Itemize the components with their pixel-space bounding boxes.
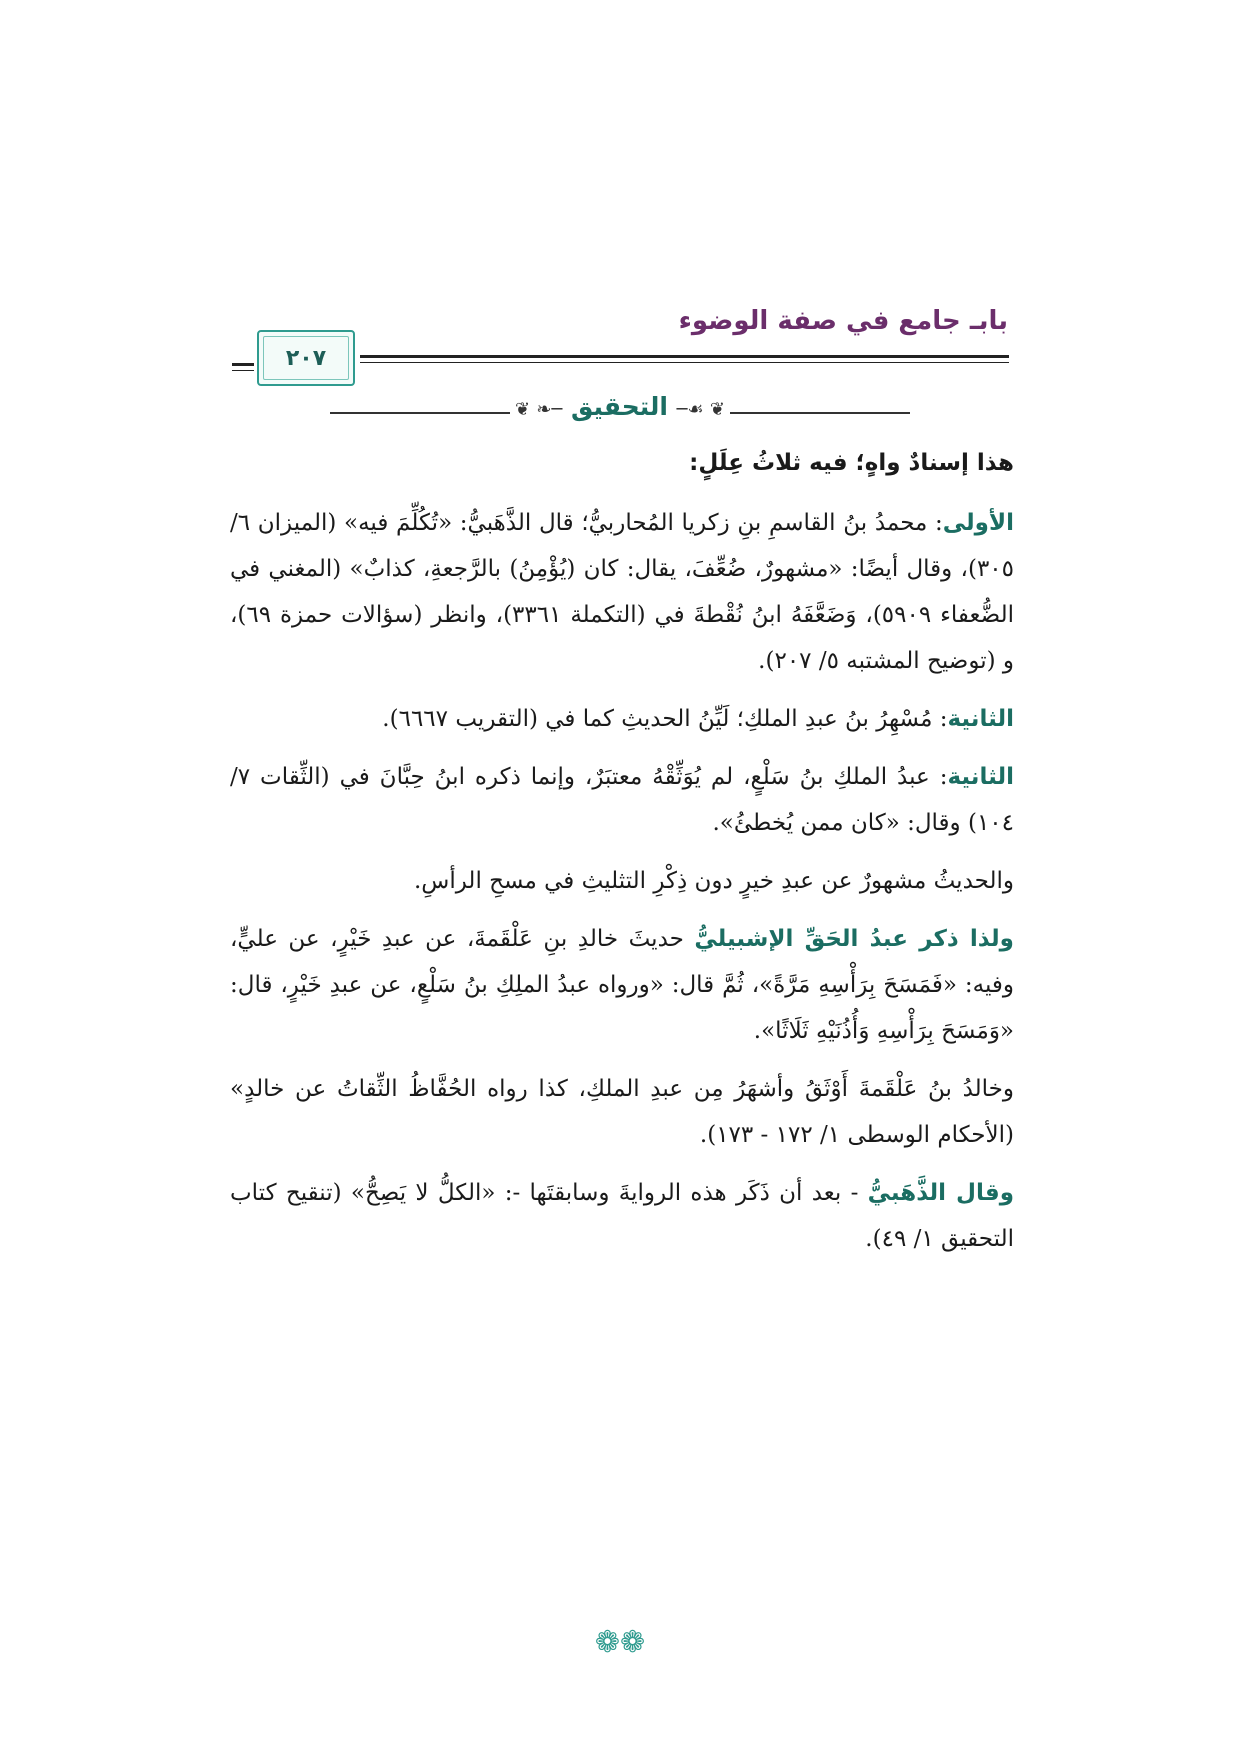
paragraph-third [230, 754, 1014, 846]
label-third: الثانية [947, 764, 1014, 790]
label-first: الأولى [942, 510, 1014, 536]
text-first: : محمدُ بنُ القاسمِ بنِ زكريا المُحاربيُّ؛ قال الذَّهَبيُّ: «تُكُلِّمَ فيه» (الميزان ٦/ ٣٠٥)، وقال أيضًا: «مشهورٌ، ضُعِّفَ، يقال: كان (يُؤْمِنُ) بالرَّجعةِ، كذابٌ» (المغني في الضُّعفاء ٥٩٠٩)، وَضَعَّفَهُ ابنُ نُقْطةَ في (التكملة ٣٣٦١)، وانظر (سؤالات حمزة ٦٩)، و (توضيح المشتبه ٥/ ٢٠٧). [230, 510, 1014, 674]
paragraph-khalid: وخالدُ بنُ عَلْقَمةَ أَوْثَقُ وأشهَرُ مِن عبدِ الملكِ، كذا رواه الحُفَّاظُ الثِّقاتُ عن خالدٍ» (الأحكام الوسطى ١/ ١٧٢ - ١٧٣). [230, 1076, 1014, 1148]
text-dhahabi: - بعد أن ذَكَر هذه الروايةَ وسابقتَها -: «الكلُّ لا يَصِحُّ» (تنقيح كتاب التحقيق ١/ ٤٩). [230, 1180, 1014, 1252]
text-abdulhaq: حديثَ خالدِ بنِ عَلْقَمةَ، عن عبدِ خَيْرٍ، عن عليٍّ، وفيه: «فَمَسَحَ بِرَأْسِهِ مَرَّةً»، ثُمَّ قال: «ورواه عبدُ الملِكِ بنُ سَلْعٍ، عن عبدِ خَيْرٍ، قال: «وَمَسَحَ بِرَأْسِهِ وَأُذُنَيْهِ ثَلَاثًا». [230, 926, 1014, 1044]
intro-line: هذا إسنادٌ واهٍ؛ فيه ثلاثُ عِلَلٍ: [689, 450, 1014, 476]
paragraph-first [230, 500, 1014, 684]
end-ornament: ❁❁ [594, 1625, 646, 1660]
label-second: الثانية [947, 706, 1014, 732]
ornament-left: ─❧ ❦ [515, 399, 563, 420]
page-number-badge [257, 330, 355, 386]
header-rule-left-thin [232, 370, 254, 371]
running-title: بابـ جامع في صفة الوضوء [678, 306, 1008, 336]
section-title-row [330, 392, 910, 421]
header-rule-left [232, 363, 254, 366]
paragraph-dhahabi [230, 1170, 1014, 1262]
paragraph-abdulhaq [230, 916, 1014, 1054]
text-second: : مُسْهِرُ بنُ عبدِ الملكِ؛ لَيِّنُ الحديثِ كما في (التقريب ٦٦٦٧). [382, 706, 948, 732]
label-abdulhaq: ولذا ذكر عبدُ الحَقِّ الإشبيليُّ [694, 926, 1014, 952]
paragraph-hadith-note: والحديثُ مشهورٌ عن عبدِ خيرٍ دون ذِكْرِ التثليثِ في مسحِ الرأسِ. [413, 868, 1014, 894]
page-number: ٢٠٧ [285, 345, 327, 371]
label-dhahabi: وقال الذَّهَبيُّ [867, 1180, 1014, 1206]
section-title: التحقيق [571, 392, 668, 421]
section-heading [330, 392, 910, 432]
header-rule-right-thin [360, 362, 1009, 363]
body-text [230, 440, 1014, 1274]
header-rule-right [360, 355, 1009, 358]
paragraph-second [230, 696, 1014, 742]
ornament-right: ❦ ☙─ [676, 399, 725, 420]
text-third: : عبدُ الملكِ بنُ سَلْعٍ، لم يُوَثِّقْهُ معتبَرٌ، وإنما ذكره ابنُ حِبَّانَ في (الثِّقات ٧/ ١٠٤) وقال: «كان ممن يُخطئُ». [230, 764, 1014, 836]
